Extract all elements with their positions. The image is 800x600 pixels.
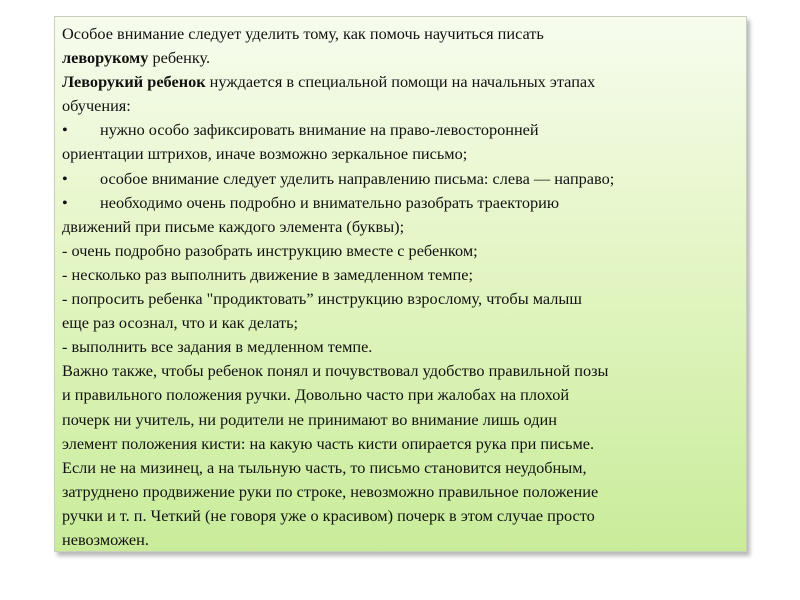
closing-line-5: Если не на мизинец, а на тыльную часть, то письмо становится неудобным, [62, 457, 587, 477]
bullet-3-text: необходимо очень подробно и внимательно разобрать траекторию [100, 192, 559, 212]
need-line-1 [62, 70, 740, 94]
intro-line-1: Особое внимание следует уделить тому, как помочь научиться писать [62, 24, 544, 43]
bullet-symbol: • [62, 192, 68, 212]
bullet-1-text: нужно особо зафиксировать внимание на право-левосторонней [100, 120, 539, 140]
closing-line-7: ручки и т. п. Четкий (не говоря уже о красивом) почерк в этом случае просто [62, 505, 595, 525]
closing-line-8: невозможен. [62, 529, 149, 549]
intro-bold-word: леворукому [62, 48, 149, 68]
bullet-2-text: особое внимание следует уделить направлению письма: слева — направо; [100, 168, 615, 188]
need-line-2: обучения: [62, 96, 131, 116]
bullet-symbol: • [62, 168, 68, 188]
bullet-1-line-1 [62, 118, 740, 142]
dash-item-3-line-1: - попросить ребенка "продиктовать” инструкцию взрослому, чтобы малыш [62, 289, 582, 309]
need-bold-phrase: Леворукий ребенок [62, 72, 206, 92]
intro-line-2 [62, 46, 740, 70]
dash-item-3-line-2: еще раз осознал, что и как делать; [62, 313, 299, 333]
dash-item-4: - выполнить все задания в медленном темпе. [62, 337, 373, 357]
dash-item-2: - несколько раз выполнить движение в замедленном темпе; [62, 264, 473, 284]
bullet-1-line-2: ориентации штрихов, иначе возможно зеркальное письмо; [62, 144, 468, 164]
closing-line-1: Важно также, чтобы ребенок понял и почувствовал удобство правильной позы [62, 361, 609, 381]
closing-line-4: элемент положения кисти: на какую часть кисти опирается рука при письме. [62, 433, 595, 453]
closing-line-2: и правильного положения ручки. Довольно часто при жалобах на плохой [62, 385, 570, 405]
bullet-2-line-1 [62, 167, 740, 191]
dash-item-1: - очень подробно разобрать инструкцию вместе с ребенком; [62, 240, 478, 260]
closing-line-6: затруднено продвижение руки по строке, невозможно правильное положение [62, 481, 599, 501]
intro-line-2-rest: ребенку. [148, 48, 211, 68]
bullet-3-line-1 [62, 191, 740, 215]
text-box [54, 16, 747, 552]
bullet-3-line-2: движений при письме каждого элемента (буквы); [62, 216, 405, 236]
closing-line-3: почерк ни учитель, ни родители не принимают во внимание лишь один [62, 409, 557, 429]
bullet-symbol: • [62, 120, 68, 140]
need-line-1-rest: нуждается в специальной помощи на начальных этапах [205, 72, 596, 92]
